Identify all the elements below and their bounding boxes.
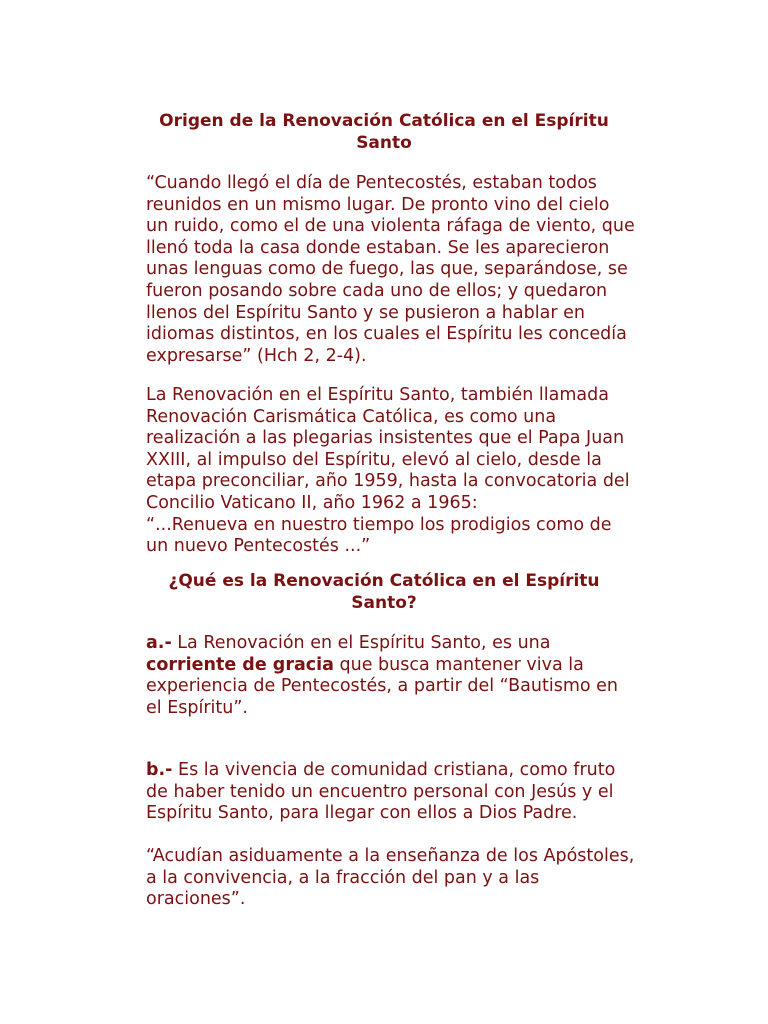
renovacion-paragraph (146, 385, 636, 558)
section-title-que-es: ¿Qué es la Renovación Católica en el Espíritu Santo? (168, 571, 600, 613)
item-a (146, 633, 636, 719)
item-a-text-before: La Renovación en el Espíritu Santo, es una (171, 633, 551, 653)
item-b (146, 760, 636, 825)
section-title-origen: Origen de la Renovación Católica en el Espíritu Santo (159, 111, 609, 153)
hechos-quote: “Acudían asiduamente a la enseñanza de los Apóstoles, a la convivencia, a la fracción del pan y a las oraciones”. (146, 846, 635, 910)
item-a-text-after: que busca mantener viva la experiencia de Pentecostés, a partir del “Bautismo en el Espíritu”. (146, 654, 619, 718)
item-a-emphasis: corriente de gracia (146, 654, 334, 675)
renovacion-paragraph-text: La Renovación en el Espíritu Santo, también llamada Renovación Carismática Católica, es como una realización a las plegarias insistentes que el Papa Juan XXIII, al impulso del Espíritu, elevó al cielo, desde la etapa preconciliar, año 1959, hasta la convocatoria del Concilio Vaticano II, año 1962 a 1965: (146, 385, 630, 513)
juan-xxiii-quote: “...Renueva en nuestro tiempo los prodigios como de un nuevo Pentecostés ...” (146, 514, 612, 557)
item-b-text: Es la vivencia de comunidad cristiana, como fruto de haber tenido un encuentro personal con Jesús y el Espíritu Santo, para llegar con ellos a Dios Padre. (146, 760, 616, 824)
item-a-label: a.- (146, 633, 172, 653)
item-b-label: b.- (146, 760, 173, 780)
pentecost-quote: “Cuando llegó el día de Pentecostés, estaban todos reunidos en un mismo lugar. De pronto vino del cielo un ruido, como el de una violenta ráfaga de viento, que llenó toda la casa donde estaban. Se les aparecieron unas lenguas como de fuego, las que, separándose, se fueron posando sobre cada uno de ellos; y quedaron llenos del Espíritu Santo y se pusieron a hablar en idiomas distintos, en los cuales el Espíritu les concedía expresarse” (Hch 2, 2-4). (146, 173, 635, 366)
